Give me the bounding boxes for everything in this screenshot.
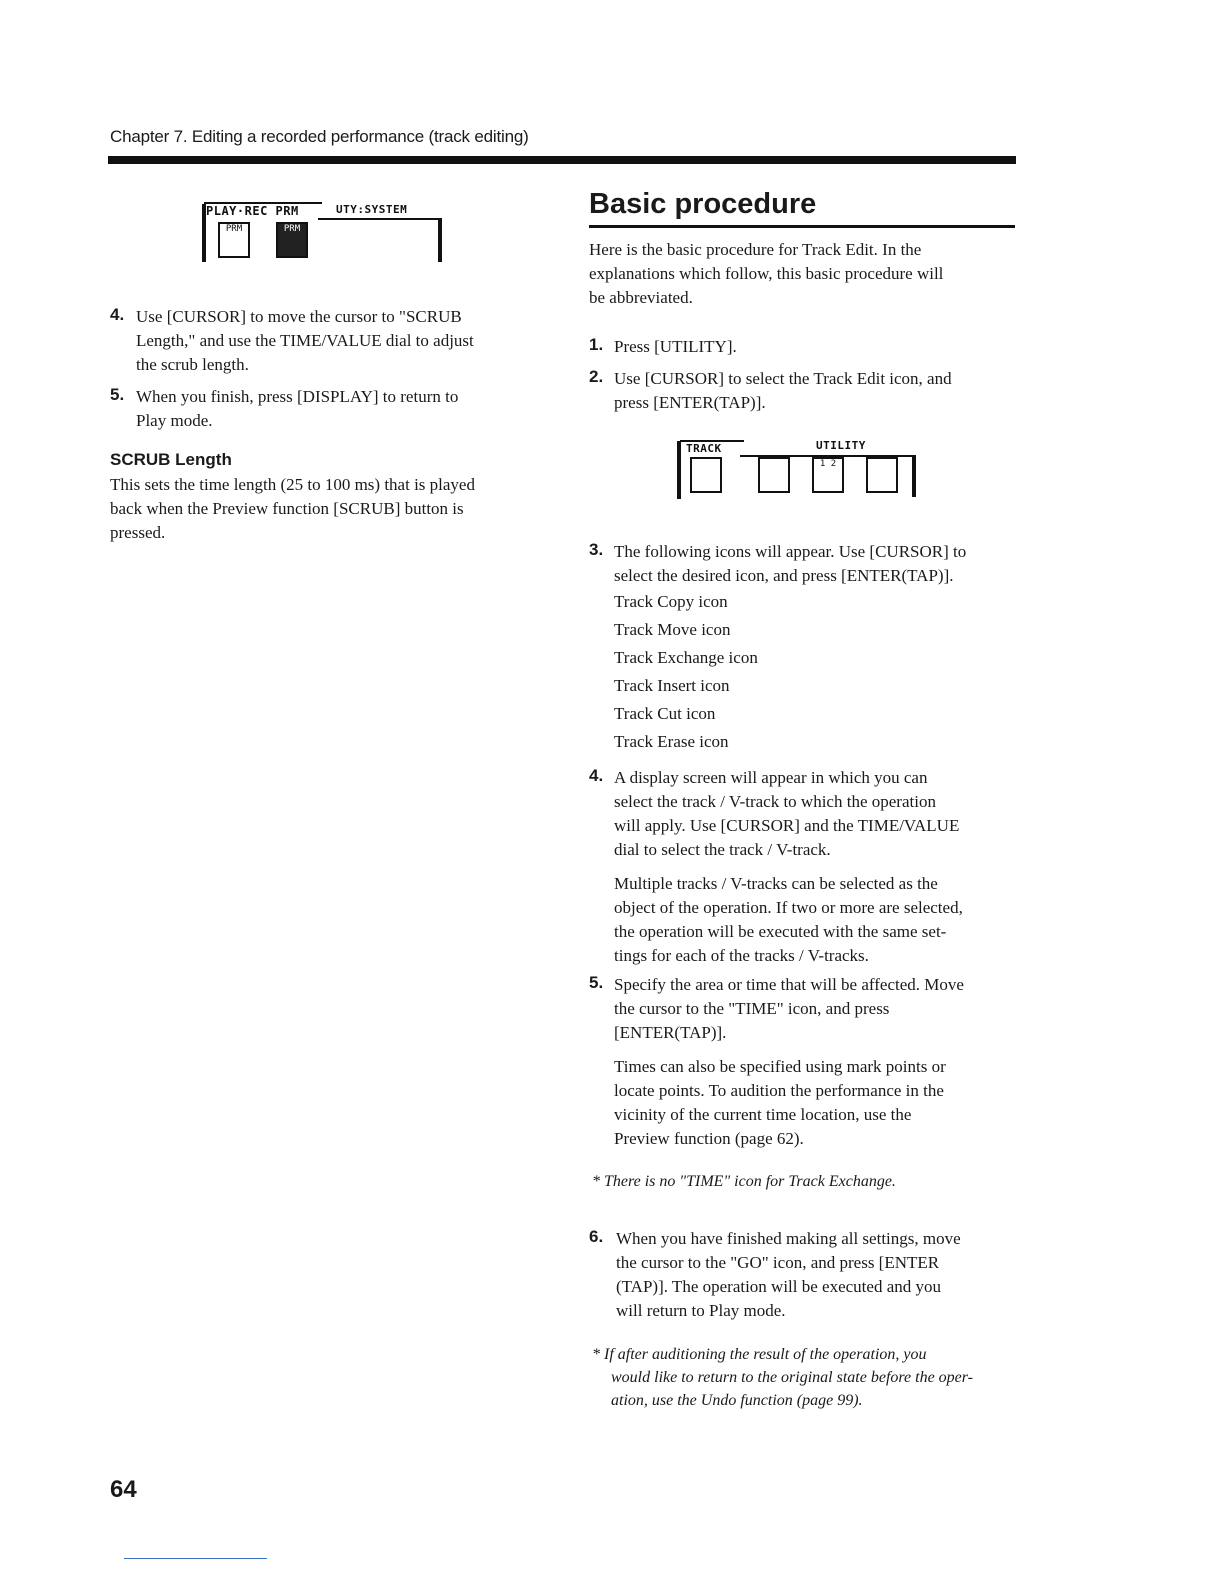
step-line: Use [CURSOR] to select the Track Edit icon, and [614,369,952,388]
track-counter-icon: 1 2 [812,457,844,493]
step-line: Specify the area or time that will be affected. Move [614,975,964,994]
step-line: Use [CURSOR] to move the cursor to "SCRUB [136,307,462,326]
step-line: the cursor to the "GO" icon, and press [ENTER [616,1253,940,1272]
step-line: [ENTER(TAP)]. [614,1023,727,1042]
lcd-right-border [912,455,916,497]
text-line: pressed. [110,523,166,542]
lcd-right-border [438,220,442,262]
step-line: tings for each of the tracks / V-tracks. [614,946,869,965]
lcd-left-border [202,204,206,262]
step-line: select the track / V-track to which the operation [614,792,936,811]
step-line: A display screen will appear in which you can [614,768,928,787]
text-line: Here is the basic procedure for Track Edit. In the [589,240,922,259]
step-line: Press [UTILITY]. [614,337,737,356]
step-line: dial to select the track / V-track. [614,840,831,859]
step-line: vicinity of the current time location, use the [614,1105,912,1124]
step-number: 3. [589,540,604,559]
note-time-icon: * There is no "TIME" icon for Track Exchange. [592,1173,896,1190]
text-line: be abbreviated. [589,288,693,307]
text-line: This sets the time length (25 to 100 ms) that is played [110,475,475,494]
icon-list-item: Track Insert icon [614,676,730,695]
lcd-tab-underline [318,218,442,220]
icon-list-item: Track Move icon [614,620,731,639]
icon-list-item: Track Exchange icon [614,648,758,667]
step-number: 5. [589,973,604,992]
step-line: When you have finished making all settings, move [616,1229,961,1248]
track-mixdown-icon [758,457,790,493]
lcd-tab-label: PLAY·REC PRM [206,204,299,218]
prm-icon: PRM [218,222,250,258]
prm-playback-icon: PRM [276,222,308,258]
step-number: 1. [589,335,604,354]
note-undo [592,1343,1018,1412]
section-title: Basic procedure [589,188,817,220]
step-line: Play mode. [136,411,213,430]
step-line: The following icons will appear. Use [CURSOR] to [614,542,967,561]
header-rule [108,156,1016,164]
step-line: select the desired icon, and press [ENTER(TAP)]. [614,566,954,585]
footer-link-underline [124,1558,267,1559]
lcd-left-border [677,441,681,499]
note-line: would like to return to the original state before the oper- [611,1369,973,1386]
step-line: Preview function (page 62). [614,1129,804,1148]
step-number: 5. [110,385,125,404]
scrub-length-text [110,473,538,545]
text-line: explanations which follow, this basic procedure will [589,264,944,283]
step-line: will apply. Use [CURSOR] and the TIME/VALUE [614,816,960,835]
step-line: will return to Play mode. [616,1301,786,1320]
step-line: locate points. To audition the performance in the [614,1081,944,1100]
track-edit-icon [690,457,722,493]
page-number: 64 [110,1476,137,1503]
step-line: the scrub length. [136,355,249,374]
step-line: the operation will be executed with the same set- [614,922,947,941]
track-utility-icon [866,457,898,493]
intro-paragraph [589,238,1015,310]
note-line: ation, use the Undo function (page 99). [611,1392,863,1409]
lcd-screen-label: UTY:SYSTEM [336,203,408,216]
step-line: press [ENTER(TAP)]. [614,393,766,412]
step-line: Multiple tracks / V-tracks can be selected as the [614,874,938,893]
icon-list-item: Track Cut icon [614,704,716,723]
step-number: 4. [589,766,604,785]
step-line: When you finish, press [DISPLAY] to return to [136,387,459,406]
section-title-rule [589,225,1015,228]
lcd-screen-label: UTILITY [816,439,866,452]
icon-list-item: Track Erase icon [614,732,729,751]
icon-list-item: Track Copy icon [614,592,728,611]
scrub-length-heading: SCRUB Length [110,450,232,469]
step-line: object of the operation. If two or more are selected, [614,898,963,917]
text-line: back when the Preview function [SCRUB] button is [110,499,464,518]
step-line: (TAP)]. The operation will be executed and you [616,1277,942,1296]
note-line: * If after auditioning the result of the operation, you [592,1346,927,1363]
lcd-display-utility [676,437,924,501]
step-number: 6. [589,1227,604,1246]
step-line: the cursor to the "TIME" icon, and press [614,999,890,1018]
step-line: Times can also be specified using mark points or [614,1057,946,1076]
lcd-display-system [200,198,450,266]
chapter-header: Chapter 7. Editing a recorded performance (track editing) [110,127,529,146]
step-number: 2. [589,367,604,386]
lcd-tab-label: TRACK [686,442,722,455]
step-number: 4. [110,305,125,324]
step-line: Length," and use the TIME/VALUE dial to adjust [136,331,474,350]
